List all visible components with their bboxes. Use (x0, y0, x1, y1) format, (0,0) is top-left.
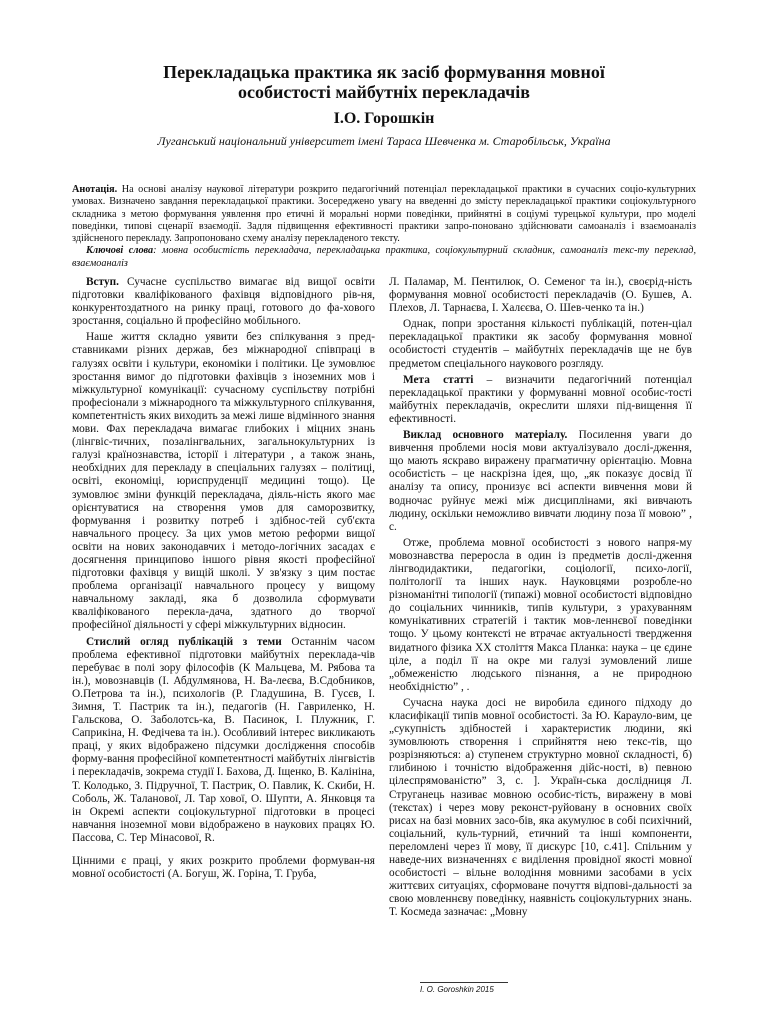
review-text: Останнім часом проблема ефективної підготовки майбутніх перекладa-чів перебуває в полі зору філософів (К Мальцева, М. Рябова та ін.), мовознавців (І. Абдулмянова, Н. Ва-леєва, В.Сдобников, О.Петрова та ін.), психологів (Р. Гладушина, В. Гусєв, І. Зимня, Т. Пастрик та ін.), педагогів (Н. Гавриленко, Н. Гальскова, О. Заболотсь-ка, В. Пасинок, І. Плужник, Г. Саприкіна, Н. Федічева та ін.). Особливий інтерес викликають праці, у яких відображено підсумки дослідження способів форму-вання професійної компетентності майбутніх лінгвістів і перекладачів, зокрема студії І. Бахова, Д. Іщенко, В. Калініна, Т. Колодько, З. Підручної, Т. Пастрик, О. Павлик, К. Скиби, Н. Соболь, Ж. Таланової, Л. Тар хової, О. Шупти, А. Янковця та ін Окремі аспекти соціокультурної підготовки в процесі навчання іноземної мови відображено в наукових працях Ю. Пассова, С. Тер Мінасової, R. (72, 635, 375, 844)
main-material-paragraph (389, 429, 692, 534)
review-label: Стислий огляд публікацій з теми (86, 635, 282, 648)
body-paragraph: Л. Паламар, М. Пентилюк, О. Семеног та ін.), своєрід-ність формування мовної особистості перекладачів (О. Бушев, А. Плехов, Л. Тарнаєва, І. Халєєва, О. Шев-ченко та ін.) (389, 276, 692, 315)
review-paragraph (72, 636, 375, 846)
keywords-paragraph (72, 245, 696, 270)
goal-paragraph (389, 374, 692, 426)
left-column (72, 276, 375, 884)
goal-label: Мета статті (403, 373, 474, 386)
body-paragraph: Сучасна наука досі не виробила єдиного підходу до класифікації типів мовної особистості. За Ю. Караулo-вим, це „сукупність здібностей і характеристик людини, які зумовлюють створення і сприйняття нею текс-тів, що розрізняються: а) ступенем структурно мовної складності, б) глибиною і точністю відображення дійс-ності, в) певною цілеспрямованістю” 3, с. ]. Україн-ська дослідниця Л. Струганець називає мовною особис-тість, виражену в мові (текстах) і через мову реконст-руйовану в основних своїх рисах на базі мовних засо-бів, яка акумулює в собі психічний, соціальний, куль-турний, етичний та інші компоненти, переломлені через її мову, її дискурс [10, с.41]. Спільним у наведе-них визначеннях є виділення провідної якості мовної особистості – вільне володіння мовними засобами в усіх життєвих ситуаціях, сформоване почуття відпові-дальності за свою мовленнєву поведінку, наявність соціокультурних знань. Т. Космеда зазначає: „Мовну (389, 696, 692, 919)
article-title: Перекладацька практика як засіб формування мовної особистості майбутніх перекладачів (163, 62, 605, 102)
abstract-block (72, 184, 696, 270)
intro-paragraph (72, 276, 375, 328)
body-paragraph: Наше життя складно уявити без спілкування з пред-ставниками різних держав, без міжнародної співпраці в галузях освіти і культури, економіки і політики. Це зумовлює зростання вимог до підготовки фахівців з іноземних мов і міжкультурної комунікації: сучасному суспільству потрібні професіонали з міжнародного та міжкультурного спілкування, компетентність яких виходить за межі лише відмінного знання мови. Фах перекладача вимагає глибоких і міцних знань (лінгвіс-тичних, позалінгвальних, загальнокультурних із галузі країнознавства, історії і літератури , а також знань, необхідних для перекладу в спеціальних галузях – політиці, освіті, економіці, юриспруденції медицині тощо). Це зумовлює зміни функцій перекладача, діяль-ність якого має орієнтуватися на створення умов для саморозвитку, формування і розвитку потреб і здібнос-тей суб'єкта навчального процесу. За цих умов метою реформи вищої освіти на нових законодавчих і методо-логічних засадах є досягнення принципово іншого рівня якості професійної підготовки фахівця у вищій школі. У зв'язку з цим постає проблема організації навчального процесу у вищому навчальному закладі, яка б дозволила сформувати кваліфікованого перекла-дача, здатного до творчої професійної діяльності у сфері міжкультурних відносин. (72, 331, 375, 632)
body-paragraph: Цінними є праці, у яких розкрито проблеми формуван-ня мовної особистості (А. Богуш, Ж. Горіна, Т. Груба, (72, 855, 375, 881)
abstract-text: На основі аналізу наукової літератури розкрито педагогічний потенціал перекладацької практики в сучасних соціо-культурних умовах. Визначено завдання перекладацької практики. Зосереджено увагу на введенні до змісту перекладацької практики соціокультурного складника з метою формування уявлення про етичні й моральні норми поведінки, прийнятні в соціумі турецької культури, про моделі поведінки, типові сценарії взаємодії. Задля підвищення ефективності практики запро-поновано здійснювати самоаналіз і взаємоаналіз здійсненого перекладу. Запропоновано схему аналізу перекладеного тексту. (72, 184, 696, 245)
intro-text: Сучасне суспільство вимагає від вищої освіти підготовки кваліфікованого фахівця відповідного рів-ня, конкурентоздатного на ринку праці, готового до фа-хового зростання, соціально й професійно мобільного. (72, 276, 375, 328)
footer-divider (420, 982, 508, 983)
goal-text: – визначити педагогічний потенціал перекладацької практики у формуванні мовної особис-тості майбутніх перекладачів, окреслити шляхи під-вищення її ефективності. (389, 373, 692, 425)
body-paragraph: Отже, проблема мовної особистості з нового напря-му мовознавства переросла в один із предметів дослі-дження лінгводидактики, педагогіки, соціології, психо-логії, політології та інших наук. Науковцями розробле-но різноманітні типології (типажі) мовної особистості відповідно до соціальних чинників, типів культури, з урахуванням комунікативних стратегій і тактик мов-леннєвої поведінки тощо. У цьому контексті не втрачає актуальності твердження видатного фізика ХХ століття Макса Планка: наука – це єдине ціле, а поділ її на окре ми галузі зумовлений лише „обмеженістю людського пізнання, а не природною необхідністю” , . (389, 536, 692, 693)
abstract-label: Анотація. (72, 184, 118, 195)
keywords-label: Ключові слова (86, 245, 154, 257)
author-name: І.О. Горошкін (333, 110, 435, 127)
body-paragraph: Однак, попри зростання кількості публікацій, потен-ціал перекладацької практики як засобу формування мовної особистості студентів – майбутніх перекладачів ще не був предметом спеціального наукового розгляду. (389, 318, 692, 370)
abstract-paragraph (72, 184, 696, 245)
footer-copyright: I. O. Goroshkin 2015 (420, 985, 494, 994)
author-affiliation: Луганський національний університет імені Тараса Шевченка м. Старобільськ, Україна (157, 134, 611, 148)
intro-label: Вступ. (86, 276, 119, 288)
main-material-text: Посилення уваги до вивчення проблеми носія мови актуалізувало дослі-дження, що мають яскраво виражену прагматичну орієнтацію. Мовна особистість – це наскрізна ідея, що, „як показує досвід її аналізу та опису, пронизує всі аспекти вивчення мови й водночас руйнує межі між дисциплінами, які вивчають людину, оскільки неможливо вивчати людину поза її мовою” , с. (389, 429, 692, 533)
right-column (389, 276, 692, 923)
main-material-label: Виклад основного матеріалу. (403, 429, 568, 442)
keywords-text: : мовна особистість перекладача, перекладацька практика, соціокультурний складник, самоаналіз текс-ту переклад, взаємоаналіз (72, 245, 696, 269)
